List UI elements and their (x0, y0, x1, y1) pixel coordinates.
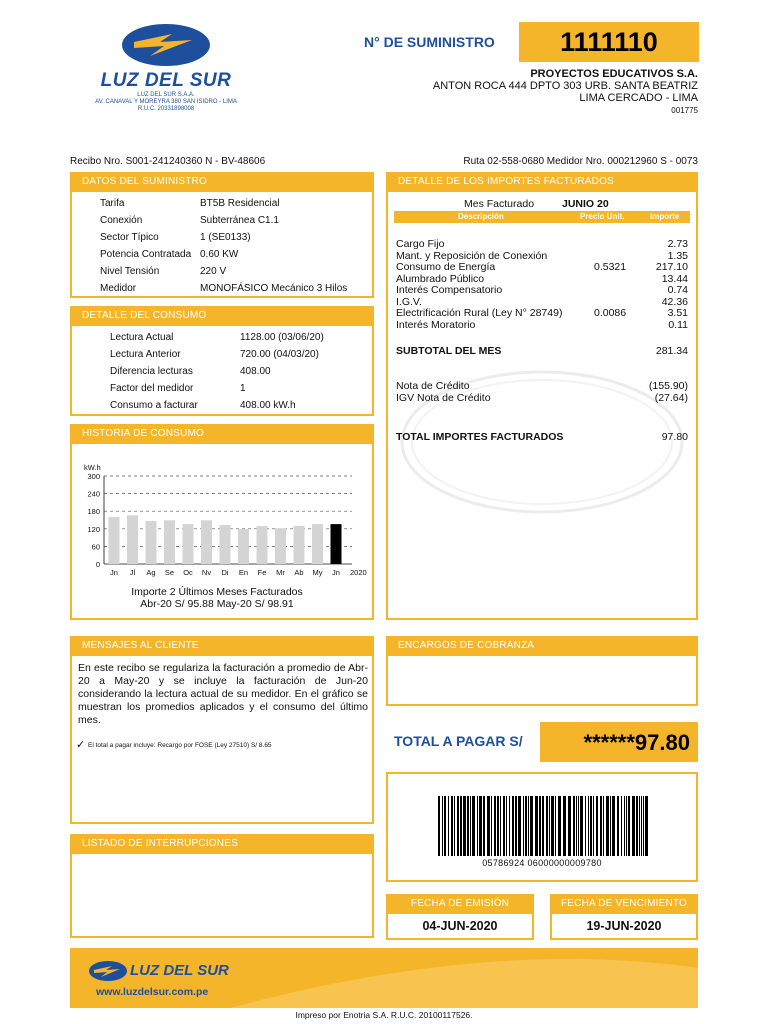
col-descripcion: Descripción (458, 212, 504, 221)
barcode-bar (491, 796, 492, 856)
datos-row-value: 220 V (200, 266, 227, 277)
total-pagar-value: ******97.80 (540, 722, 698, 762)
barcode-bar (479, 796, 482, 856)
barcode-bar (590, 796, 592, 856)
chart-x-tick-label: Mr (276, 568, 285, 577)
barcode-bar (612, 796, 615, 856)
chart-y-tick-label: 240 (87, 489, 100, 499)
barcode-bar (512, 796, 514, 856)
barcode-bar (617, 796, 619, 856)
client-code: 001775 (671, 106, 698, 115)
barcode-bar (621, 796, 622, 856)
barcode-bar (645, 796, 648, 856)
encargos-panel (386, 656, 698, 706)
chart-x-tick-label: Jn (110, 568, 118, 577)
chart-bar (312, 524, 323, 564)
barcode-bar (596, 796, 598, 856)
barcode-bar (525, 796, 527, 856)
importe-item-desc: Interés Compensatorio (396, 284, 503, 296)
datos-row-value: 1 (SE0133) (200, 232, 251, 243)
company-address: AV. CANAVAL Y MOREYRA 380 SAN ISIDRO - LIMA (95, 99, 237, 105)
barcode-bar (563, 796, 566, 856)
datos-row-label: Potencia Contratada (100, 249, 192, 260)
meter-route: Ruta 02-558-0680 Medidor Nro. 000212960 S - 0073 (463, 156, 698, 167)
barcode-bar (518, 796, 521, 856)
barcode-bar (497, 796, 499, 856)
checkmark-icon: ✓ (76, 739, 86, 751)
chart-bar (146, 521, 157, 564)
chart-bar (275, 528, 286, 564)
consumo-row-value: 408.00 kW.h (240, 400, 296, 411)
barcode-bar (588, 796, 589, 856)
datos-row-label: Sector Típico (100, 232, 159, 243)
datos-panel (70, 192, 374, 298)
importe-item-amount: 0.74 (667, 284, 688, 296)
client-address-2: LIMA CERCADO - LIMA (579, 92, 698, 104)
luz-del-sur-logo-icon (120, 22, 212, 68)
barcode-bar (555, 796, 556, 856)
col-importe: Importe (650, 212, 680, 221)
chart-y-axis-label: kW.h (84, 463, 101, 472)
consumption-chart (82, 460, 382, 590)
barcode-bar (463, 796, 466, 856)
supply-label: N° DE SUMINISTRO (364, 34, 495, 50)
footer-logo-icon (88, 960, 128, 982)
chart-bar (257, 526, 268, 564)
mes-facturado-label: Mes Facturado (464, 198, 535, 210)
chart-bar (164, 520, 175, 564)
barcode-bar (539, 796, 541, 856)
fecha-emision-header: FECHA DE EMISIÓN (386, 894, 534, 914)
consumo-row-label: Consumo a facturar (110, 400, 198, 411)
chart-y-tick-label: 120 (87, 524, 100, 534)
barcode-bar (542, 796, 544, 856)
consumo-panel (70, 326, 374, 416)
barcode-bar (530, 796, 533, 856)
importe-item-desc: Cargo Fijo (396, 238, 445, 250)
barcode-bar (477, 796, 478, 856)
chart-x-tick-label: Ab (294, 568, 304, 577)
datos-row-label: Conexión (100, 215, 143, 226)
mensajes-note: El total a pagar incluye: Recargo por FOSE (Ley 27510) S/ 8.65 (88, 742, 272, 749)
barcode-bar (632, 796, 635, 856)
barcode-bar (636, 796, 638, 856)
barcode-bar (628, 796, 630, 856)
barcode-digits: 05786924 06000000009780 (482, 858, 602, 868)
consumo-row-label: Lectura Actual (110, 332, 174, 343)
barcode-bar (442, 796, 443, 856)
chart-bar (201, 520, 212, 564)
chart-x-tick-label: Jn (332, 568, 340, 577)
barcode-bar (600, 796, 602, 856)
footer-brand: LUZ DEL SUR (130, 962, 229, 979)
barcode-bar (460, 796, 462, 856)
barcode-bar (494, 796, 496, 856)
importe-item-desc: Mant. y Reposición de Conexión (396, 249, 548, 262)
barcode-bar (470, 796, 471, 856)
chart-bar (238, 529, 249, 564)
importe-item-desc: Interés Moratorio (396, 318, 476, 331)
datos-row-value: Subterránea C1.1 (200, 215, 279, 226)
importe-item-amount: 0.11 (668, 318, 688, 331)
importes-column-bar (394, 211, 690, 223)
barcode-bar (578, 796, 579, 856)
fecha-vencimiento-header: FECHA DE VENCIMIENTO (550, 894, 698, 914)
interrupciones-panel (70, 854, 374, 938)
barcode-bar (626, 796, 627, 856)
igv-credit-label: IGV Nota de Crédito (396, 392, 491, 404)
total-pagar-label: TOTAL A PAGAR S/ (394, 733, 523, 749)
chart-x-tick-label: Fe (257, 568, 267, 577)
chart-bar (331, 524, 342, 564)
importe-item-price: 0.5321 (594, 261, 627, 273)
chart-x-tick-label: Se (164, 568, 175, 577)
barcode-bar (558, 796, 561, 856)
barcode-bar (593, 796, 594, 856)
barcode-bar (603, 796, 604, 856)
importe-item-price: 0.0086 (594, 307, 627, 319)
mensajes-panel (70, 656, 374, 824)
importe-item-desc: I.G.V. (396, 295, 422, 308)
fecha-vencimiento-panel (550, 914, 698, 940)
historia-panel (70, 444, 374, 620)
igv-credit-value: (27.64) (654, 392, 688, 404)
barcode-bar (580, 796, 583, 856)
consumo-row-label: Lectura Anterior (110, 349, 181, 360)
company-legal-name: LUZ DEL SUR S.A.A. (137, 92, 195, 98)
datos-row-label: Tarifa (100, 198, 125, 209)
company-logo (120, 22, 212, 68)
importe-item-amount: 217.10 (655, 261, 688, 273)
total-importes-label: TOTAL IMPORTES FACTURADOS (396, 431, 564, 443)
supply-number: 1111110 (519, 22, 699, 62)
barcode-bar (639, 796, 640, 856)
barcode-bar (568, 796, 571, 856)
chart-bar (294, 526, 305, 564)
importe-item-desc: Electrificación Rural (Ley N° 28749) (396, 307, 563, 319)
consumo-row-value: 1 (240, 383, 246, 394)
credit-label: Nota de Crédito (396, 380, 470, 392)
fecha-vencimiento-value: 19-JUN-2020 (586, 919, 662, 933)
consumo-row-label: Factor del medidor (110, 383, 194, 394)
chart-x-tick-label: Nv (201, 568, 212, 577)
barcode-bar (535, 796, 538, 856)
barcode-panel (386, 772, 698, 882)
importes-header: DETALLE DE LOS IMPORTES FACTURADOS (386, 172, 698, 192)
fecha-emision-value: 04-JUN-2020 (422, 919, 498, 933)
chart-x-tick-label: En (238, 568, 249, 577)
receipt-number: Recibo Nro. S001-241240360 N - BV-48606 (70, 156, 266, 167)
chart-x-tick-label: My (312, 568, 323, 577)
chart-x-tick-label: Di (221, 568, 229, 577)
importe-item-desc: Consumo de Energía (396, 261, 496, 273)
importes-panel (386, 192, 698, 620)
barcode-bar (444, 796, 446, 856)
consumo-row-value: 720.00 (04/03/20) (240, 349, 319, 360)
historia-footer-1: Importe 2 Últimos Meses Facturados (131, 586, 303, 598)
barcode-icon (438, 796, 648, 856)
datos-row-value: BT5B Residencial (200, 198, 280, 209)
barcode-bar (457, 796, 459, 856)
mensajes-header: MENSAJES AL CLIENTE (70, 636, 374, 656)
barcode-bar (523, 796, 524, 856)
barcode-bar (515, 796, 517, 856)
barcode-bar (467, 796, 469, 856)
chart-bar (127, 515, 138, 564)
datos-header: DATOS DEL SUMINISTRO (70, 172, 374, 192)
mensajes-text: En este recibo se regulariza la facturación a promedio de Abr-20 a May-20 y se incluye la facturación de Jun-20 considerando la lectura actual de su medidor. En el gráfico se muestran los promedios aplicados y el consumo del último mes. (78, 662, 368, 726)
total-importes-value: 97.80 (661, 431, 688, 443)
barcode-bar (448, 796, 449, 856)
fecha-emision-panel (386, 914, 534, 940)
barcode-bar (576, 796, 577, 856)
credit-value: (155.90) (648, 380, 688, 392)
datos-row-value: MONOFÁSICO Mecánico 3 Hilos (200, 283, 348, 294)
barcode-bar (549, 796, 550, 856)
barcode-bar (438, 796, 440, 856)
barcode-bar (500, 796, 501, 856)
encargos-header: ENCARGOS DE COBRANZA (386, 636, 698, 656)
datos-row-value: 0.60 KW (200, 249, 239, 260)
client-name: PROYECTOS EDUCATIVOS S.A. (530, 68, 698, 80)
barcode-bar (546, 796, 548, 856)
chart-bar (183, 524, 194, 564)
barcode-bar (454, 796, 455, 856)
chart-y-tick-label: 180 (87, 507, 100, 517)
col-precio-unit: Precio Unit. (580, 212, 625, 221)
barcode-bar (610, 796, 611, 856)
datos-row-label: Nivel Tensión (100, 266, 160, 277)
barcode-bar (528, 796, 529, 856)
chart-y-tick-label: 60 (91, 542, 100, 552)
barcode-bar (624, 796, 625, 856)
barcode-bar (641, 796, 642, 856)
subtotal-value: 281.34 (655, 345, 688, 357)
barcode-bar (487, 796, 490, 856)
importe-item-amount: 1.35 (667, 249, 688, 262)
consumo-row-value: 408.00 (240, 366, 271, 377)
company-ruc: R.U.C. 20331898008 (137, 106, 195, 112)
printed-by: Impreso por Enotria S.A. R.U.C. 20100117526. (295, 1010, 473, 1020)
chart-bar (220, 525, 231, 564)
consumo-row-value: 1128.00 (03/06/20) (240, 332, 324, 343)
barcode-bar (551, 796, 554, 856)
historia-footer-2: Abr-20 S/ 95.88 May-20 S/ 98.91 (140, 598, 294, 610)
client-address-1: ANTON ROCA 444 DPTO 303 URB. SANTA BEATRIZ (432, 80, 698, 92)
importe-item-amount: 13.44 (661, 272, 688, 285)
footer-banner (70, 948, 698, 1008)
chart-x-tick-label: Oc (183, 568, 193, 577)
barcode-bar (643, 796, 644, 856)
barcode-bar (503, 796, 505, 856)
chart-year-label: 2020 (350, 568, 367, 577)
importe-item-desc: Alumbrado Público (396, 272, 485, 285)
chart-y-tick-label: 300 (87, 472, 100, 481)
chart-y-tick-label: 0 (95, 560, 100, 569)
subtotal-label: SUBTOTAL DEL MES (396, 345, 502, 357)
company-brand: LUZ DEL SUR (100, 70, 232, 91)
chart-bar (109, 517, 120, 564)
barcode-bar (573, 796, 575, 856)
consumo-header: DETALLE DEL CONSUMO (70, 306, 374, 326)
barcode-bar (451, 796, 453, 856)
barcode-bar (483, 796, 485, 856)
importe-item-amount: 3.51 (667, 307, 688, 319)
mes-facturado-value: JUNIO 20 (562, 198, 609, 210)
footer-url[interactable]: www.luzdelsur.com.pe (96, 986, 209, 998)
chart-x-tick-label: Ag (146, 568, 156, 577)
datos-row-label: Medidor (100, 283, 137, 294)
consumo-row-label: Diferencia lecturas (110, 366, 193, 377)
barcode-bar (585, 796, 586, 856)
chart-x-tick-label: Jl (129, 568, 136, 577)
historia-header: HISTORIA DE CONSUMO (70, 424, 374, 444)
barcode-bar (509, 796, 510, 856)
importe-item-amount: 42.36 (661, 295, 688, 308)
importe-item-amount: 2.73 (667, 238, 688, 250)
barcode-bar (506, 796, 507, 856)
barcode-bar (472, 796, 475, 856)
barcode-bar (606, 796, 609, 856)
interrupciones-header: LISTADO DE INTERRUPCIONES (70, 834, 374, 854)
